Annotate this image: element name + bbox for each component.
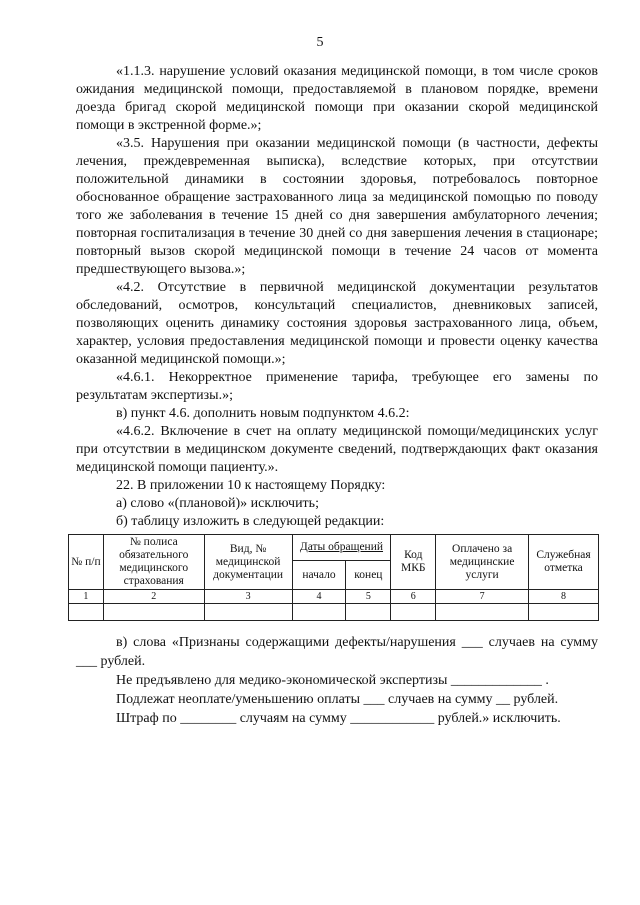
col-number: 5 (346, 590, 391, 604)
header-paid: Оплачено за медицинские услуги (436, 535, 529, 590)
table-cell (292, 604, 346, 621)
paragraph-item-v-words: в) слова «Признаны содержащими дефекты/нарушения ___ случаев на сумму ___ рублей. (76, 635, 598, 669)
paragraph-22: 22. В приложении 10 к настоящему Порядку: (116, 478, 386, 493)
paragraph-item-v: в) пункт 4.6. дополнить новым подпунктом 4.6.2: (116, 406, 410, 421)
header-start: начало (292, 561, 346, 590)
col-number: 8 (529, 590, 599, 604)
table-cell (529, 604, 599, 621)
table-cell (436, 604, 529, 621)
table-cell (391, 604, 436, 621)
closing-section (76, 633, 598, 728)
table-cell (204, 604, 292, 621)
table-number-row (69, 590, 599, 604)
cases-table (68, 534, 599, 621)
col-number: 3 (204, 590, 292, 604)
header-icd: Код МКБ (391, 535, 436, 590)
paragraph-4-6-2: «4.6.2. Включение в счет на оплату медицинской помощи/медицинских услуг при отсутствии в медицинском документе сведений, подтверждающих факт оказания медицинской помощи пациенту.». (76, 424, 598, 475)
header-mark: Служебная отметка (529, 535, 599, 590)
paragraph-fine: Штраф по ________ случаям на сумму ____________ рублей.» исключить. (116, 711, 561, 726)
table-empty-row (69, 604, 599, 621)
paragraph-4-2: «4.2. Отсутствие в первичной медицинской документации результатов обследований, осмотров, консультаций специалистов, дневниковых записей, позволяющих оценить динамику состояния здоровья застрахованного лица, объем, характер, условия предоставления медицинской помощи и провести оценку качества оказанной медицинской помощи.»; (76, 280, 598, 367)
table-cell (346, 604, 391, 621)
paragraph-item-b: б) таблицу изложить в следующей редакции: (116, 514, 385, 529)
table-cell (103, 604, 204, 621)
header-end: конец (346, 561, 391, 590)
table-cell (69, 604, 104, 621)
header-num: № п/п (69, 535, 104, 590)
page-number: 5 (316, 35, 324, 50)
col-number: 4 (292, 590, 346, 604)
paragraph-not-presented: Не предъявлено для медико-экономической экспертизы _____________ . (116, 673, 549, 688)
col-number: 6 (391, 590, 436, 604)
col-number: 7 (436, 590, 529, 604)
paragraph-3-5: «3.5. Нарушения при оказании медицинской помощи (в частности, дефекты лечения, преждевременная выписка), вследствие которых, при отсутствии положительной динамики в состоянии здоровья, потребовалось повторное обоснованное обращение застрахованного лица за медицинской помощью по поводу того же заболевания в течение 15 дней со дня завершения амбулаторного лечения; повторная госпитализация в течение 30 дней со дня завершения лечения в стационаре; повторный вызов скорой медицинской помощи в течение 24 часов от момента предшествующего вызова.»; (76, 136, 598, 277)
paragraph-1-1-3: «1.1.3. нарушение условий оказания медицинской помощи, в том числе сроков ожидания медицинской помощи, предоставляемой в плановом порядке, времени доезда бригад скорой медицинской помощи при оказании скорой медицинской помощи в экстренной форме.»; (76, 64, 598, 133)
table-wrapper (68, 534, 599, 621)
header-doc: Вид, № медицинской документации (204, 535, 292, 590)
table-header-row (69, 535, 599, 561)
header-policy: № полиса обязательного медицинского страхования (103, 535, 204, 590)
paragraph-non-payment: Подлежат неоплате/уменьшению оплаты ___ случаев на сумму __ рублей. (116, 692, 559, 707)
paragraph-4-6-1: «4.6.1. Некорректное применение тарифа, требующее его замены по результатам экспертизы.»; (76, 370, 598, 403)
document-body (71, 63, 598, 728)
header-dates: Даты обращений (292, 535, 391, 561)
paragraph-item-a: а) слово «(плановой)» исключить; (116, 496, 319, 511)
col-number: 1 (69, 590, 104, 604)
col-number: 2 (103, 590, 204, 604)
